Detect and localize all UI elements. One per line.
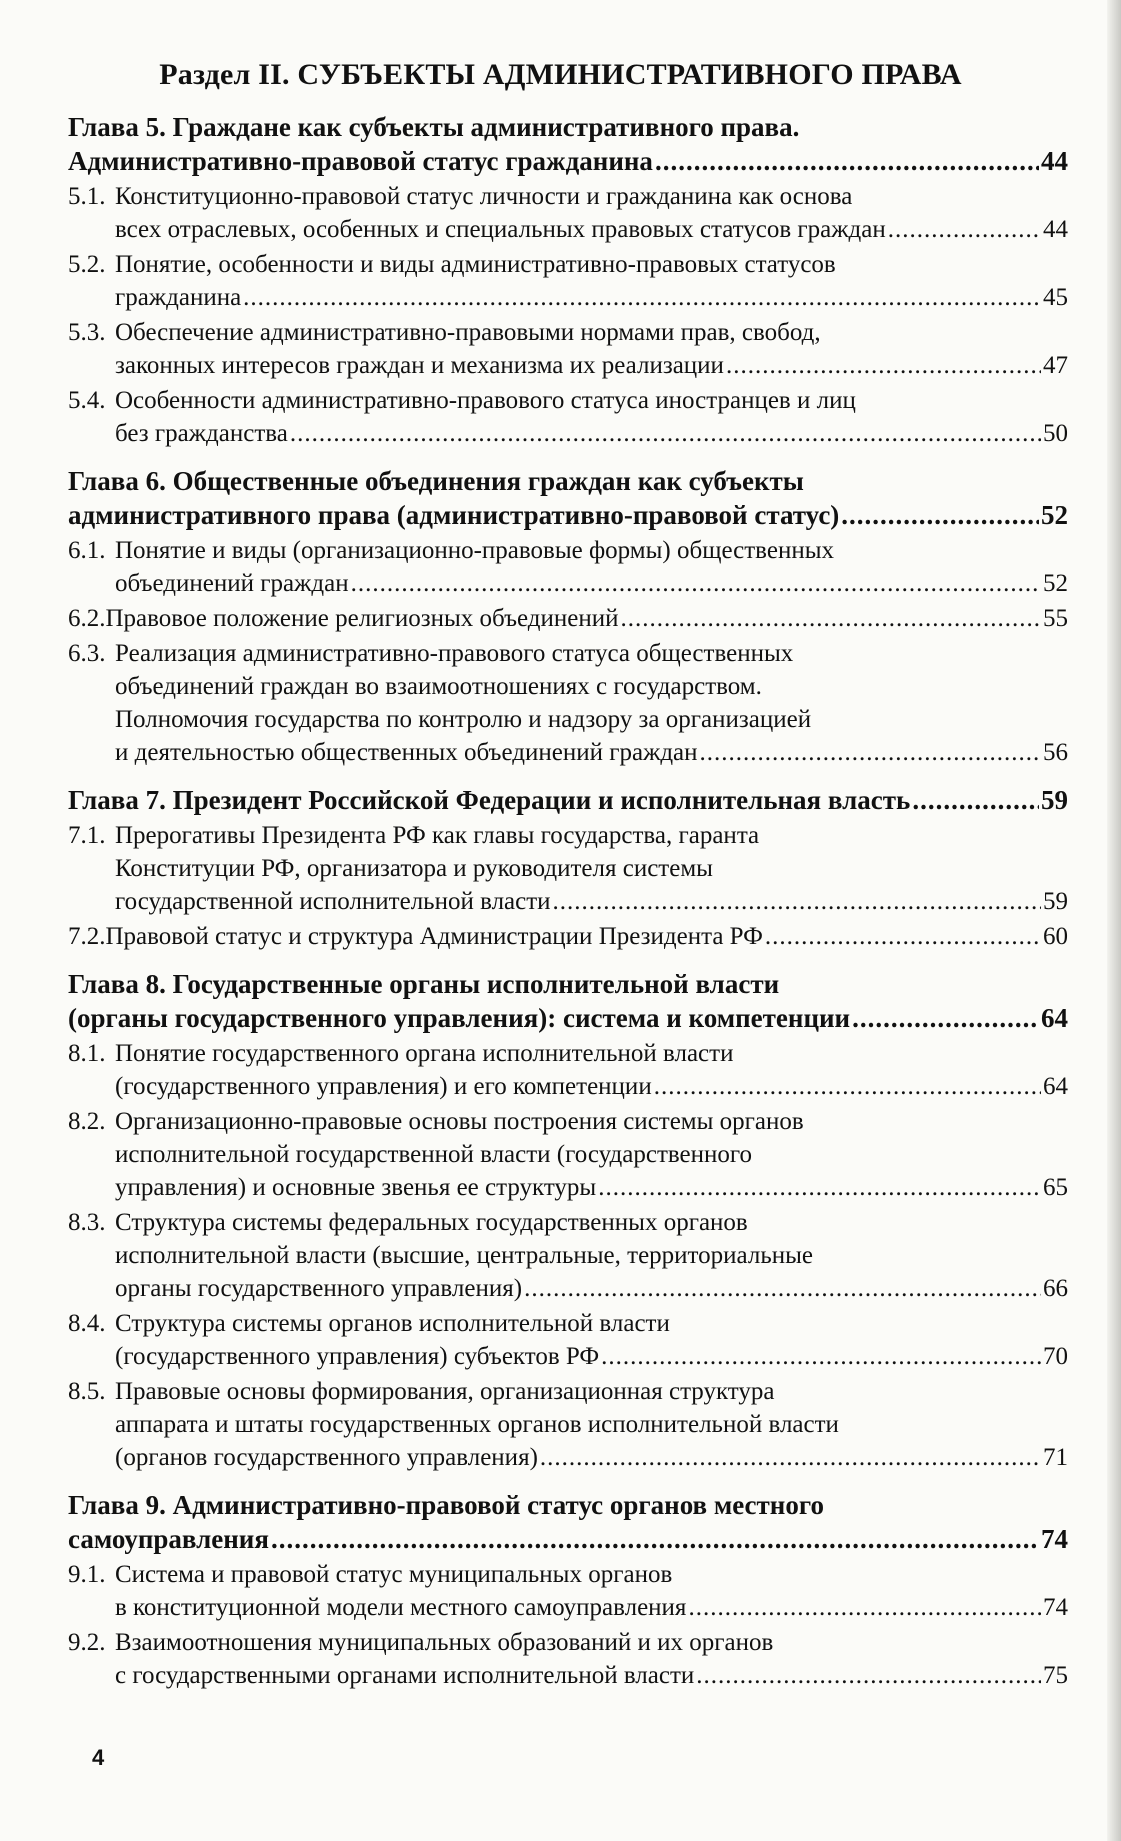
subsection-title-text: Конституционно-правовой статус личности и гражданина как основа <box>115 183 853 210</box>
subsection-title-line <box>68 1037 1068 1070</box>
toc-item-number: 6.1. <box>68 537 106 564</box>
toc-page-number: 60 <box>1043 923 1068 950</box>
subsection-title-text: Реализация административно-правового статуса общественных <box>115 640 794 667</box>
toc-item-number: 7.1. <box>68 822 106 849</box>
subsection-title-line <box>68 637 1068 670</box>
toc-entry-text: без гражданства <box>115 420 288 447</box>
toc-entry-last-line <box>68 783 1068 817</box>
toc-entry-last-line <box>68 417 1068 450</box>
chapter-title-line: Глава 5. Граждане как субъекты административного права. <box>68 112 800 142</box>
leader-dots <box>290 417 1041 450</box>
chapter-heading <box>68 1488 1068 1556</box>
toc-entry-text: (органов государственного управления) <box>115 1444 538 1471</box>
toc-subsection <box>68 1037 1068 1103</box>
toc-subsection <box>68 920 1068 953</box>
toc-entry-text: с государственными органами исполнительной власти <box>115 1662 695 1689</box>
toc-entry-text: в конституционной модели местного самоуправления <box>115 1594 687 1621</box>
subsection-title-line <box>68 1626 1068 1659</box>
subsection-title-line <box>68 1105 1068 1138</box>
toc-entry-last-line <box>68 498 1068 532</box>
toc-entry-text: Правовое положение религиозных объединений <box>105 605 619 632</box>
leader-dots <box>271 1522 1039 1556</box>
chapter-title-line: Глава 9. Административно-правовой статус органов местного <box>68 1490 824 1520</box>
toc-entry-last-line <box>68 920 1068 953</box>
leader-dots <box>598 1171 1041 1204</box>
subsection-title-line: аппарата и штаты государственных органов исполнительной власти <box>115 1411 839 1438</box>
subsection-title-text: Особенности административно-правового статуса иностранцев и лиц <box>115 387 856 414</box>
toc-item-number: 6.2. <box>68 605 106 632</box>
leader-dots <box>524 1272 1041 1305</box>
toc-page-number: 59 <box>1043 888 1068 915</box>
subsection-title-line: Полномочия государства по контролю и надзору за организацией <box>115 706 812 733</box>
toc-entry-last-line <box>68 281 1068 314</box>
toc-page-number: 66 <box>1043 1275 1068 1302</box>
subsection-title-line <box>68 819 1068 852</box>
toc-item-number: 9.1. <box>68 1561 106 1588</box>
toc-page-number: 75 <box>1043 1662 1068 1689</box>
table-of-contents <box>68 110 1068 1692</box>
toc-page-number: 71 <box>1043 1444 1068 1471</box>
leader-dots <box>912 783 1039 817</box>
subsection-title-text: Взаимоотношения муниципальных образований и их органов <box>115 1629 774 1656</box>
toc-page-number: 64 <box>1041 1003 1068 1033</box>
toc-entry-last-line <box>68 349 1068 382</box>
toc-page-number: 65 <box>1043 1174 1068 1201</box>
toc-page-number: 52 <box>1043 570 1068 597</box>
toc-item-number: 7.2. <box>68 923 106 950</box>
toc-subsection <box>68 602 1068 635</box>
leader-dots <box>553 885 1041 918</box>
toc-entry-text: государственной исполнительной власти <box>115 888 551 915</box>
leader-dots <box>351 567 1041 600</box>
subsection-title-text: Понятие государственного органа исполнительной власти <box>115 1040 734 1067</box>
toc-entry-text: (органы государственного управления): система и компетенции <box>68 1003 851 1033</box>
subsection-title-line: Конституции РФ, организатора и руководителя системы <box>115 855 713 882</box>
toc-item-number: 8.3. <box>68 1209 106 1236</box>
chapter-heading <box>68 783 1068 817</box>
toc-subsection <box>68 384 1068 450</box>
subsection-title-text: Система и правовой статус муниципальных органов <box>115 1561 673 1588</box>
toc-entry-last-line <box>68 1522 1068 1556</box>
subsection-title-text: Понятие и виды (организационно-правовые формы) общественных <box>115 537 834 564</box>
chapter-heading <box>68 464 1068 532</box>
leader-dots <box>765 920 1041 953</box>
toc-entry-last-line <box>68 1070 1068 1103</box>
page-number: 4 <box>92 1745 105 1770</box>
toc-entry-last-line <box>68 144 1068 178</box>
toc-page-number: 45 <box>1043 284 1068 311</box>
toc-subsection <box>68 1626 1068 1692</box>
toc-page-number: 70 <box>1043 1343 1068 1370</box>
toc-subsection <box>68 248 1068 314</box>
toc-page-number: 44 <box>1043 216 1068 243</box>
toc-page-number: 55 <box>1043 605 1068 632</box>
subsection-title-line <box>68 1375 1068 1408</box>
subsection-title-line: объединений граждан во взаимоотношениях с государством. <box>115 673 762 700</box>
leader-dots <box>700 736 1041 769</box>
toc-entry-text: (государственного управления) субъектов РФ <box>115 1343 600 1370</box>
toc-entry-text: Правовой статус и структура Администрации Президента РФ <box>105 923 763 950</box>
toc-item-number: 5.3. <box>68 319 106 346</box>
toc-item-number: 9.2. <box>68 1629 106 1656</box>
leader-dots <box>243 281 1041 314</box>
subsection-title-line <box>68 1307 1068 1340</box>
toc-page-number: 44 <box>1041 146 1068 176</box>
leader-dots <box>688 1591 1041 1624</box>
toc-entry-text: гражданина <box>115 284 242 311</box>
toc-entry-text: Глава 7. Президент Российской Федерации и исполнительная власть <box>68 785 911 815</box>
toc-subsection <box>68 534 1068 600</box>
toc-page-number: 56 <box>1043 739 1068 766</box>
toc-entry-last-line <box>68 567 1068 600</box>
toc-page-number: 64 <box>1043 1073 1068 1100</box>
subsection-title-line <box>68 1206 1068 1239</box>
subsection-title-text: Правовые основы формирования, организационная структура <box>115 1378 775 1405</box>
toc-entry-text: объединений граждан <box>115 570 349 597</box>
toc-entry-text: самоуправления <box>68 1524 269 1554</box>
subsection-title-line <box>68 180 1068 213</box>
leader-dots <box>540 1441 1041 1474</box>
toc-entry-last-line <box>68 1001 1068 1035</box>
toc-entry-last-line <box>68 1659 1068 1692</box>
subsection-title-text: Структура системы федеральных государственных органов <box>115 1209 748 1236</box>
toc-subsection <box>68 637 1068 769</box>
page-edge-shadow <box>1107 0 1121 1841</box>
toc-entry-last-line <box>68 602 1068 635</box>
subsection-title-line <box>68 316 1068 349</box>
leader-dots <box>852 1001 1039 1035</box>
section-title: Раздел II. СУБЪЕКТЫ АДМИНИСТРАТИВНОГО ПРАВА <box>159 58 962 91</box>
toc-subsection <box>68 1307 1068 1373</box>
toc-subsection <box>68 1105 1068 1204</box>
toc-subsection <box>68 1206 1068 1305</box>
toc-entry-last-line <box>68 1591 1068 1624</box>
toc-item-number: 8.5. <box>68 1378 106 1405</box>
chapter-title-line: Глава 6. Общественные объединения граждан как субъекты <box>68 466 804 496</box>
toc-page-number: 52 <box>1041 500 1068 530</box>
toc-entry-last-line <box>68 213 1068 246</box>
subsection-title-text: Структура системы органов исполнительной власти <box>115 1310 670 1337</box>
subsection-title-line: исполнительной государственной власти (государственного <box>115 1141 753 1168</box>
chapter-heading <box>68 967 1068 1035</box>
toc-page-number: 47 <box>1043 352 1068 379</box>
toc-entry-last-line <box>68 1340 1068 1373</box>
toc-entry-text: законных интересов граждан и механизма их реализации <box>115 352 724 379</box>
chapter-heading <box>68 110 1068 178</box>
leader-dots <box>888 213 1041 246</box>
toc-subsection <box>68 819 1068 918</box>
toc-item-number: 8.4. <box>68 1310 106 1337</box>
toc-entry-last-line <box>68 736 1068 769</box>
toc-subsection <box>68 1558 1068 1624</box>
toc-item-number: 6.3. <box>68 640 106 667</box>
subsection-title-text: Обеспечение административно-правовыми нормами прав, свобод, <box>115 319 821 346</box>
toc-entry-text: управления) и основные звенья ее структуры <box>115 1174 597 1201</box>
subsection-title-line: исполнительной власти (высшие, центральные, территориальные <box>115 1242 813 1269</box>
leader-dots <box>841 498 1039 532</box>
leader-dots <box>655 144 1039 178</box>
chapter-title-line: Глава 8. Государственные органы исполнительной власти <box>68 969 780 999</box>
subsection-title-line <box>68 384 1068 417</box>
leader-dots <box>726 349 1041 382</box>
toc-page-number: 74 <box>1041 1524 1068 1554</box>
subsection-title-text: Понятие, особенности и виды административно-правовых статусов <box>115 251 836 278</box>
toc-page-number: 74 <box>1043 1594 1068 1621</box>
toc-entry-last-line <box>68 885 1068 918</box>
toc-entry-text: (государственного управления) и его компетенции <box>115 1073 652 1100</box>
subsection-title-line <box>68 248 1068 281</box>
subsection-title-line <box>68 1558 1068 1591</box>
toc-entry-text: и деятельностью общественных объединений граждан <box>115 739 698 766</box>
leader-dots <box>601 1340 1041 1373</box>
toc-entry-text: всех отраслевых, особенных и специальных правовых статусов граждан <box>115 216 886 243</box>
toc-item-number: 5.4. <box>68 387 106 414</box>
toc-subsection <box>68 180 1068 246</box>
toc-entry-text: Административно-правовой статус гражданина <box>68 146 653 176</box>
leader-dots <box>621 602 1041 635</box>
toc-page-number: 59 <box>1041 785 1068 815</box>
toc-item-number: 8.1. <box>68 1040 106 1067</box>
toc-item-number: 5.1. <box>68 183 106 210</box>
toc-entry-last-line <box>68 1171 1068 1204</box>
subsection-title-line <box>68 534 1068 567</box>
toc-subsection <box>68 1375 1068 1474</box>
toc-entry-last-line <box>68 1441 1068 1474</box>
toc-entry-text: органы государственного управления) <box>115 1275 523 1302</box>
toc-page-number: 50 <box>1043 420 1068 447</box>
toc-entry-last-line <box>68 1272 1068 1305</box>
toc-subsection <box>68 316 1068 382</box>
toc-item-number: 8.2. <box>68 1108 106 1135</box>
toc-entry-text: административного права (административно-правовой статус) <box>68 500 840 530</box>
leader-dots <box>654 1070 1041 1103</box>
toc-item-number: 5.2. <box>68 251 106 278</box>
leader-dots <box>696 1659 1041 1692</box>
subsection-title-text: Прерогативы Президента РФ как главы государства, гаранта <box>115 822 760 849</box>
subsection-title-text: Организационно-правовые основы построения системы органов <box>115 1108 804 1135</box>
